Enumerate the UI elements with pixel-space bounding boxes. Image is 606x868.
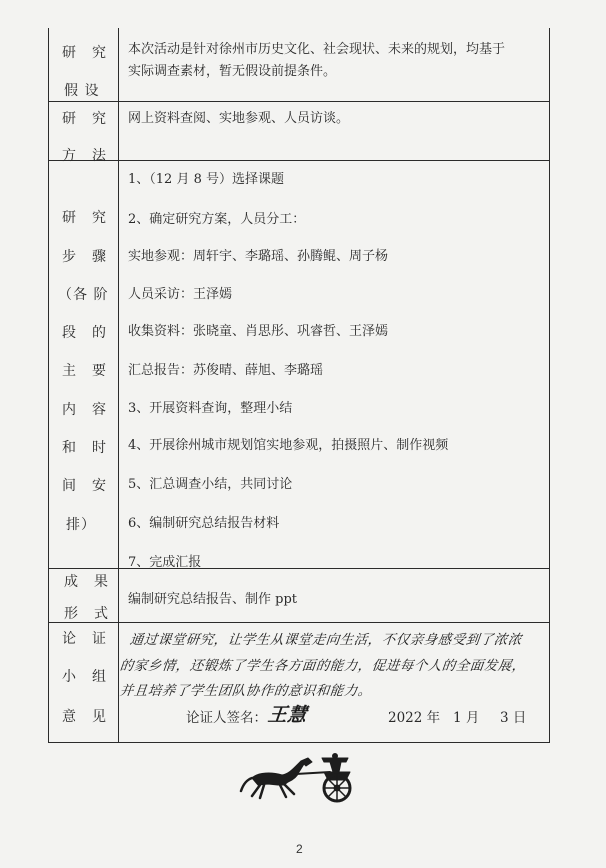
step-item: 实地参观：周轩宇、李璐瑶、孙腾鲲、周子杨 bbox=[128, 249, 389, 264]
step-item: 汇总报告：苏俊晴、薛旭、李璐瑶 bbox=[128, 363, 324, 378]
steps-label: 步 骤 bbox=[62, 249, 107, 265]
table-bottom-border bbox=[48, 742, 550, 743]
method-label: 方 法 bbox=[62, 148, 107, 164]
steps-label: 内 容 bbox=[62, 402, 107, 418]
hypothesis-label: 研 究 bbox=[62, 45, 107, 61]
step-item: 收集资料：张晓童、肖思彤、巩睿哲、王泽嫣 bbox=[128, 324, 389, 339]
method-label: 研 究 bbox=[62, 111, 107, 127]
step-item: 1、（12 月 8 号）选择课题 bbox=[128, 172, 284, 187]
step-item: 4、开展徐州城市规划馆实地参观，拍摄照片、制作视频 bbox=[128, 438, 449, 453]
row-divider bbox=[48, 568, 550, 569]
steps-label: 研 究 bbox=[62, 210, 107, 226]
step-item: 人员采访：王泽嫣 bbox=[128, 287, 233, 302]
review-handwritten-text: 并且培养了学生团队协作的意识和能力。 bbox=[118, 683, 373, 699]
review-label: 小 组 bbox=[62, 669, 107, 685]
review-date-year: 2022 年 bbox=[388, 710, 441, 726]
steps-label: 段 的 bbox=[62, 325, 107, 341]
table-left-border bbox=[48, 28, 49, 743]
review-label: 论 证 bbox=[62, 631, 107, 647]
step-item: 2、确定研究方案，人员分工： bbox=[128, 212, 306, 227]
review-handwritten-text: 的家乡情，还锻炼了学生各方面的能力，促进每个人的全面发展， bbox=[118, 658, 527, 674]
result-text: 编制研究总结报告、制作 ppt bbox=[128, 592, 298, 607]
table-right-border bbox=[549, 28, 550, 743]
row-divider bbox=[48, 160, 550, 161]
steps-label: 和 时 bbox=[62, 440, 107, 456]
review-date-month: 1 月 bbox=[453, 710, 480, 726]
steps-label: 主 要 bbox=[62, 363, 107, 379]
review-label: 意 见 bbox=[62, 709, 107, 725]
row-divider bbox=[48, 101, 550, 102]
horse-chariot-emblem bbox=[238, 752, 368, 804]
review-date-day: 3 日 bbox=[500, 710, 527, 726]
hypothesis-text: 实际调查素材，暂无假设前提条件。 bbox=[128, 64, 337, 79]
review-handwritten-text: 通过课堂研究，让学生从课堂走向生活，不仅亲身感受到了浓浓 bbox=[128, 632, 523, 648]
steps-label: （各 阶 bbox=[58, 287, 109, 303]
page-number: 2 bbox=[296, 842, 303, 856]
step-item: 7、完成汇报 bbox=[128, 555, 202, 570]
hypothesis-label: 假 设 bbox=[64, 83, 100, 99]
steps-label: 间 安 bbox=[62, 478, 107, 494]
result-label: 形 式 bbox=[64, 606, 109, 622]
row-divider bbox=[48, 622, 550, 623]
signature: 王慧 bbox=[266, 704, 309, 726]
result-label: 成 果 bbox=[64, 574, 109, 590]
table-divider bbox=[118, 28, 119, 743]
step-item: 5、汇总调查小结，共同讨论 bbox=[128, 477, 293, 492]
method-text: 网上资料查阅、实地参观、人员访谈。 bbox=[128, 111, 350, 126]
step-item: 6、编制研究总结报告材料 bbox=[128, 516, 280, 531]
step-item: 3、开展资料查询，整理小结 bbox=[128, 401, 293, 416]
signer-label: 论证人签名： bbox=[186, 710, 267, 726]
hypothesis-text: 本次活动是针对徐州市历史文化、社会现状、未来的规划，均基于 bbox=[128, 42, 506, 57]
steps-label: 排） bbox=[66, 517, 96, 533]
